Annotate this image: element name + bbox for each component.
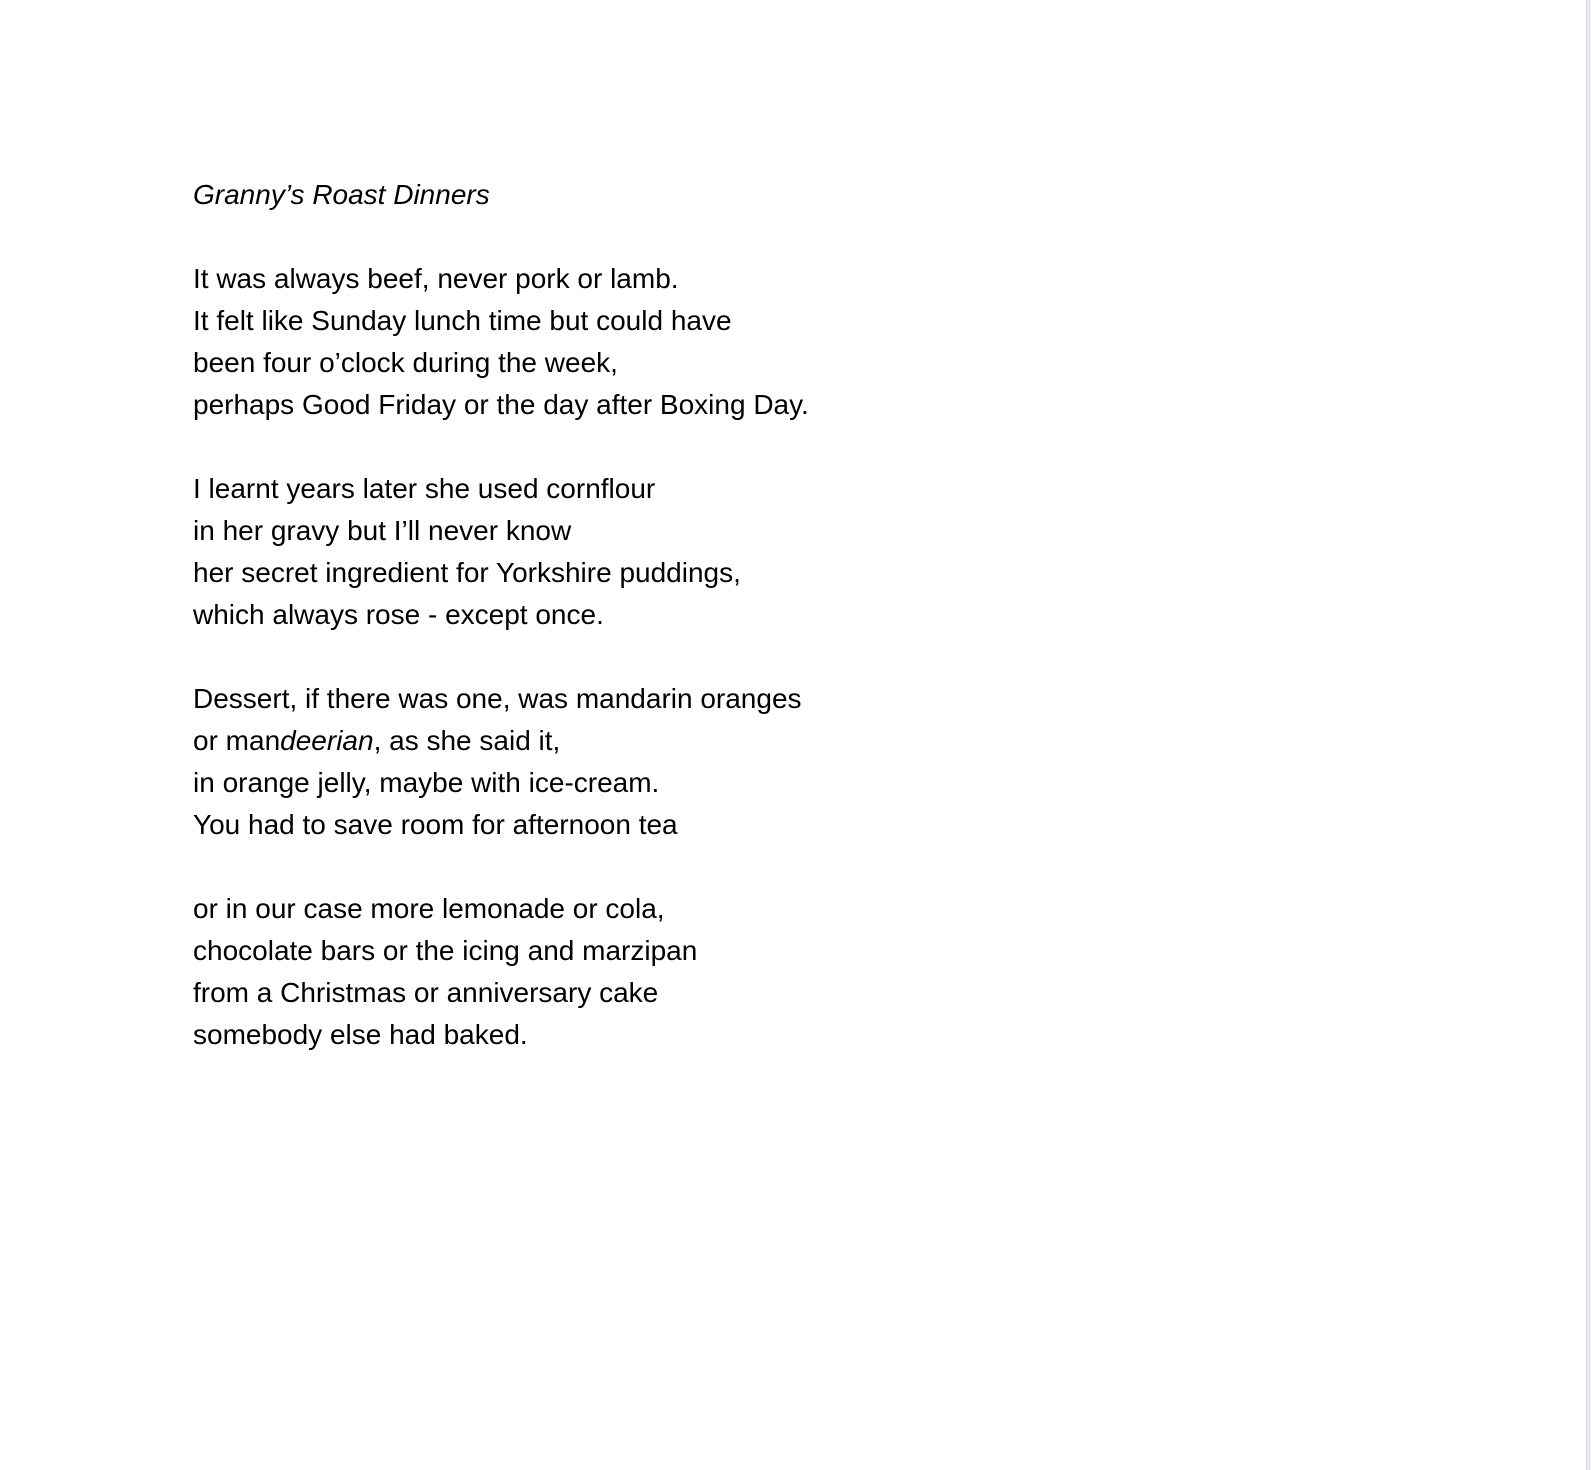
poem <box>193 174 809 1056</box>
poem-line: or in our case more lemonade or cola, <box>193 893 665 924</box>
poem-line: Dessert, if there was one, was mandarin oranges <box>193 683 802 714</box>
stanza-2 <box>193 468 809 636</box>
poem-line: somebody else had baked. <box>193 1019 528 1050</box>
poem-line: in orange jelly, maybe with ice-cream. <box>193 767 660 798</box>
poem-line: It felt like Sunday lunch time but could have <box>193 305 732 336</box>
poem-line: It was always beef, never pork or lamb. <box>193 263 679 294</box>
poem-line: perhaps Good Friday or the day after Boxing Day. <box>193 389 809 420</box>
poem-line: chocolate bars or the icing and marzipan <box>193 935 698 966</box>
poem-line-segment: or man <box>193 725 281 756</box>
poem-line-segment: , as she said it, <box>373 725 561 756</box>
poem-line: been four o’clock during the week, <box>193 347 618 378</box>
poem-line-with-italic <box>193 720 809 762</box>
poem-line: I learnt years later she used cornflour <box>193 473 656 504</box>
poem-line: her secret ingredient for Yorkshire puddings, <box>193 557 741 588</box>
poem-line: which always rose - except once. <box>193 599 604 630</box>
stanza-1 <box>193 258 809 426</box>
poem-line: You had to save room for afternoon tea <box>193 809 678 840</box>
poem-title: Granny’s Roast Dinners <box>193 179 490 210</box>
stanza-3 <box>193 678 809 846</box>
stanza-4 <box>193 888 809 1056</box>
italic-word: deerian <box>280 725 374 756</box>
scrollbar-track[interactable] <box>1586 0 1591 1470</box>
poem-line: in her gravy but I’ll never know <box>193 515 572 546</box>
poem-line: from a Christmas or anniversary cake <box>193 977 659 1008</box>
